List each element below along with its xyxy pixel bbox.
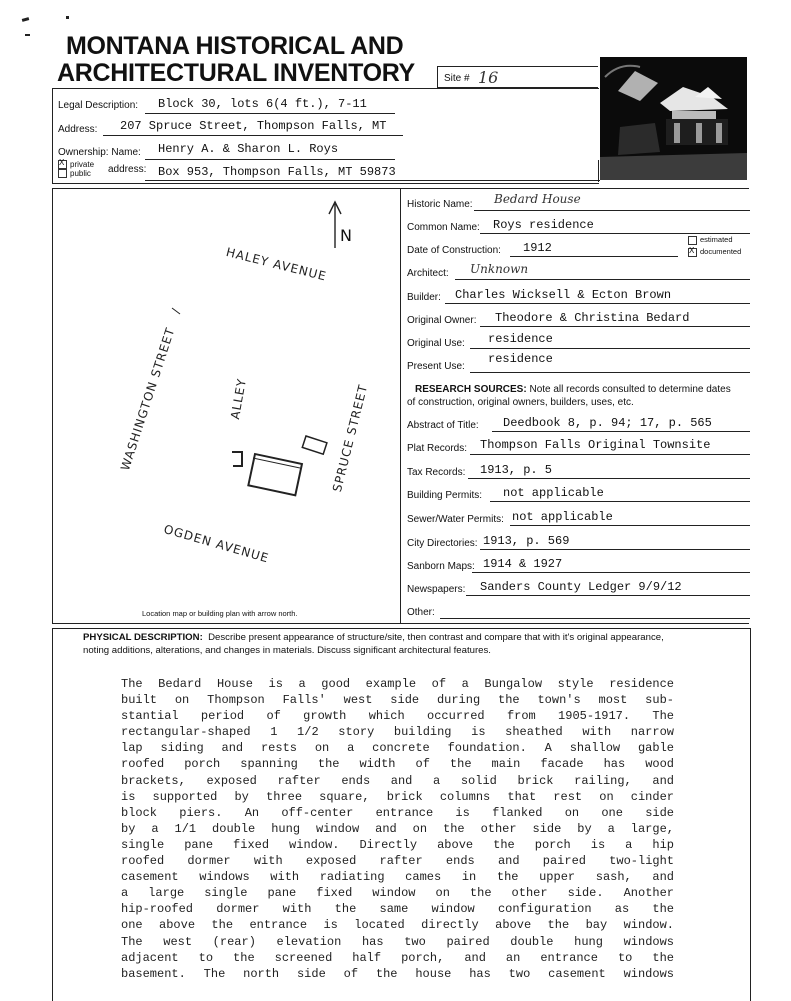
description-line: The Bedard House is a good example of a Bungalow style residence [121,677,674,691]
description-line: casement windows with radiating cames in the upper sash, and [121,870,674,885]
description-line: block piers. An off-center entrance is flanked on one side [121,805,674,820]
description-line: The west (rear) elevation has two paired double hung windows [121,934,674,949]
other-line [440,618,750,619]
research-sources-heading [415,384,731,395]
city-directories-label: City Directories: [407,538,478,549]
estimated-checkbox-row [688,235,733,245]
description-line: rectangular-shaped 1 1/2 story building is sheathed with narrow [121,725,674,740]
present-use-label: Present Use: [407,361,465,372]
physical-description-instructions-line1 [83,632,664,643]
description-line: brackets, exposed rafter ends and a solid brick railing, and [121,773,674,788]
alley-label: ALLEY [228,377,249,421]
owner-address-value: Box 953, Thompson Falls, MT 59873 [158,165,396,179]
sewer-water-value: not applicable [512,510,613,524]
estimated-label: estimated [700,235,733,244]
map-caption: Location map or building plan with arrow north. [142,609,298,618]
public-checkbox-row [58,169,91,178]
original-use-value: residence [488,332,553,346]
public-label: public [70,169,91,178]
owner-address-line [145,180,600,181]
building-photo [600,57,747,180]
description-line: lap siding and rests on a concrete foundation. A shallow gable [121,741,674,756]
description-line: roofed porch spanning the width of the main facade has wood [121,757,674,772]
original-use-line [470,348,750,349]
builder-line [445,303,750,304]
physical-description-heading: PHYSICAL DESCRIPTION: [83,632,203,643]
owner-name-label: Ownership: Name: [58,147,141,158]
building-outline [232,452,302,495]
present-use-value: residence [488,352,553,366]
form-title-line1: MONTANA HISTORICAL AND [66,32,404,60]
construction-date-value: 1912 [523,241,552,255]
newspapers-label: Newspapers: [407,584,466,595]
address-value: 207 Spruce Street, Thompson Falls, MT [120,119,387,133]
common-name-value: Roys residence [493,218,594,232]
address-line [103,135,403,136]
description-line: by a 1/1 double hung window and on the other side by a large, [121,821,674,836]
historic-name-line [474,210,750,211]
washington-street-tick [172,308,180,314]
construction-date-line [510,256,678,257]
tax-records-label: Tax Records: [407,467,466,478]
owner-address-label: address: [108,164,147,175]
sanborn-maps-line [472,572,750,573]
private-label: private [70,160,95,169]
haley-avenue-label: HALEY AVENUE [224,245,329,284]
original-owner-line [480,326,750,327]
property-info-rightline [598,160,599,182]
historic-name-value: Bedard House [494,192,581,206]
legal-description-value: Block 30, lots 6(4 ft.), 7-11 [158,97,367,111]
tax-records-line [468,478,750,479]
description-line: built on Thompson Falls' west side during the town's most sub- [121,693,674,708]
documented-label: documented [700,247,742,256]
description-line: single pane fixed window. Directly above the porch is a hip [121,837,674,852]
description-line: stantial period of growth which occurred from 1905-1917. The [121,709,674,724]
research-note-line1: Note all records consulted to determine dates [529,384,731,395]
description-line: one above the entrance is located directly above the bay window. [121,918,674,933]
private-checkbox[interactable]: X [58,160,67,169]
owner-name-value: Henry A. & Sharon L. Roys [158,142,339,156]
description-line: is supported by three square, brick columns that rest on cinder [121,789,674,804]
house-photo-image [600,57,747,180]
abstract-title-line [492,431,750,432]
plat-records-label: Plat Records: [407,443,468,454]
sanborn-maps-label: Sanborn Maps: [407,561,475,572]
site-number: 16 [478,68,499,87]
physical-description-instructions-line2: noting additions, alterations, and changes in materials. Discuss significant architectural features. [83,645,491,656]
architect-label: Architect: [407,268,449,279]
building-permits-line [490,501,750,502]
documented-checkbox-row [688,247,741,257]
sanborn-maps-value: 1914 & 1927 [483,557,563,571]
description-line: adjacent to the screened half porch, and an entrance to the [121,950,674,965]
tax-records-value: 1913, p. 5 [480,463,553,477]
plat-records-value: Thompson Falls Original Townsite [480,438,711,452]
address-label: Address: [58,124,98,135]
margin-mark [66,16,69,19]
owner-name-line [145,159,395,160]
builder-label: Builder: [407,292,441,303]
spruce-street-label: SPRUCE STREET [330,382,371,494]
site-label: Site # [444,73,470,84]
legal-description-line [145,113,395,114]
abstract-title-label: Abstract of Title: [407,420,479,431]
original-owner-value: Theodore & Christina Bedard [495,311,690,325]
research-heading: RESEARCH SOURCES: [415,384,527,395]
north-label: N [340,226,352,245]
city-directories-value: 1913, p. 569 [483,534,570,548]
form-title-line2: ARCHITECTURAL INVENTORY [57,59,415,87]
architect-value: Unknown [470,262,529,276]
original-use-label: Original Use: [407,338,465,349]
sewer-water-label: Sewer/Water Permits: [407,514,504,525]
site-number-box [437,66,598,88]
garage-outline [302,436,327,454]
margin-mark [25,34,30,36]
plat-records-line [470,454,750,455]
builder-value: Charles Wicksell & Ecton Brown [455,288,672,302]
documented-checkbox[interactable]: X [688,248,697,257]
construction-date-label: Date of Construction: [407,245,501,256]
building-permits-label: Building Permits: [407,490,483,501]
newspapers-value: Sanders County Ledger 9/9/12 [480,580,682,594]
architect-line [455,279,750,280]
historic-name-label: Historic Name: [407,199,473,210]
physical-description-text [121,676,674,982]
city-directories-line [480,549,750,550]
description-line: basement. The north side of the house has two casement windows [121,966,674,981]
building-permits-value: not applicable [503,486,604,500]
common-name-label: Common Name: [407,222,480,233]
sewer-water-line [510,525,750,526]
legal-description-label: Legal Description: [58,100,139,111]
estimated-checkbox[interactable] [688,236,697,245]
washington-street-label: WASHINGTON STREET [118,325,178,473]
common-name-line [480,233,750,234]
description-line: hip-roofed dormer with the same window configuration as the [121,902,674,917]
description-line: a large single pane fixed window on the other side. Another [121,886,674,901]
research-note-line2: of construction, original owners, builders, uses, etc. [407,397,634,408]
present-use-line [470,372,750,373]
physical-instructions-text1: Describe present appearance of structure/site, then contrast and compare that with it's original appearance, [208,632,664,643]
margin-mark [22,17,30,22]
private-checkbox-row [58,160,94,169]
original-owner-label: Original Owner: [407,315,477,326]
other-label: Other: [407,607,435,618]
ogden-avenue-label: OGDEN AVENUE [162,522,271,566]
abstract-title-value: Deedbook 8, p. 94; 17, p. 565 [503,416,712,430]
newspapers-line [466,595,750,596]
description-line: roofed dormer with exposed rafter ends and paired two-light [121,854,674,869]
public-checkbox[interactable] [58,169,67,178]
